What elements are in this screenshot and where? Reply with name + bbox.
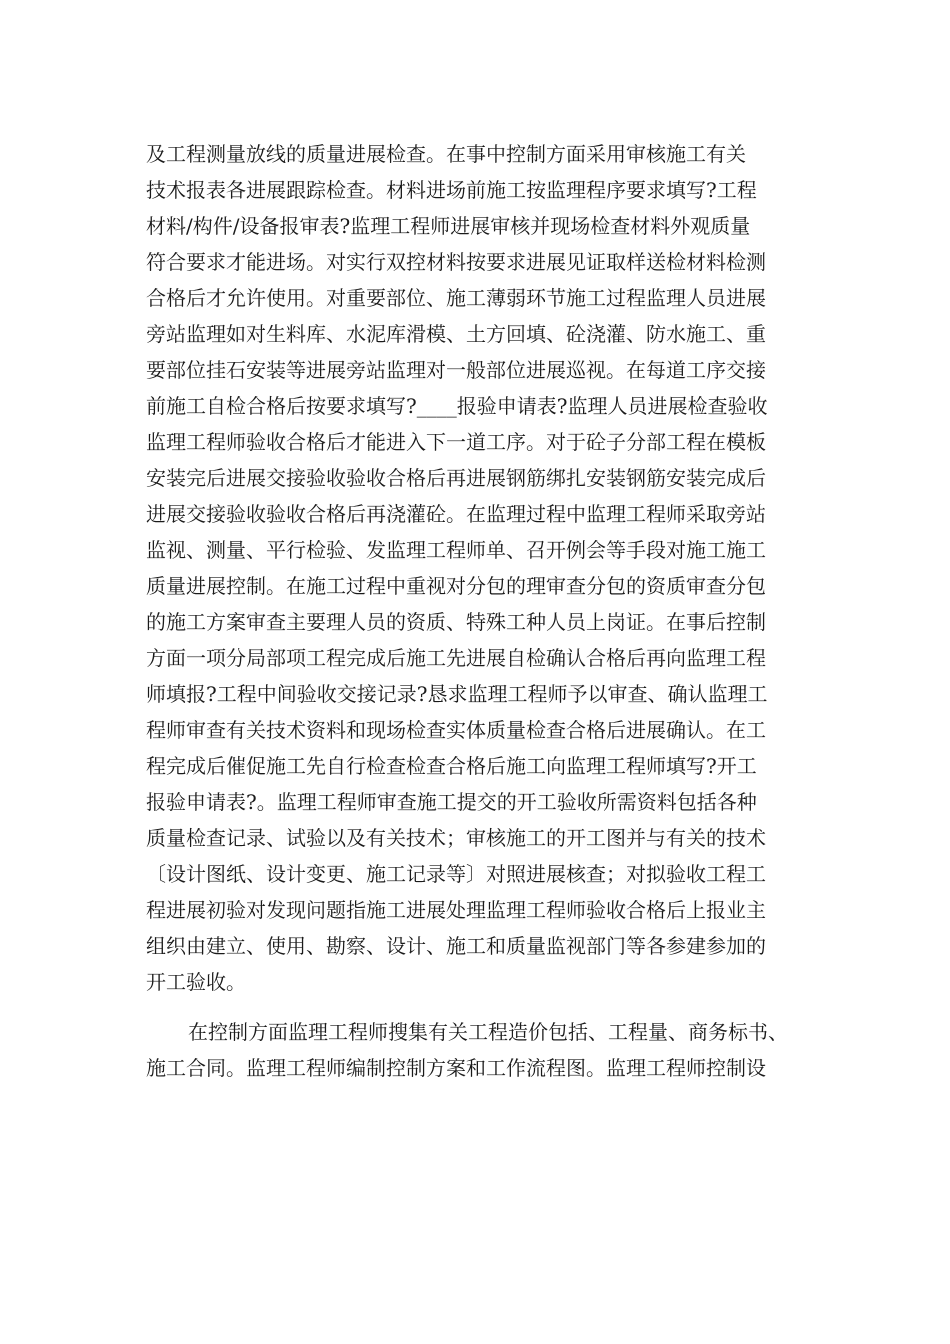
text-line: 在控制方面监理工程师搜集有关工程造价包括、工程量、商务标书、 xyxy=(188,1020,788,1044)
text-line: 及工程测量放线的质量进展检查。在事中控制方面采用审核施工有关 xyxy=(146,142,746,166)
text-line: 监理工程师验收合格后才能进入下一道工序。对于砼子分部工程在模板 xyxy=(146,430,766,454)
text-line: 旁站监理如对生料库、水泥库滑模、土方回填、砼浇灌、防水施工、重 xyxy=(146,322,766,346)
text-line: 要部位挂石安装等进展旁站监理对一般部位进展巡视。在每道工序交接 xyxy=(146,358,766,382)
text-line: 方面一项分局部项工程完成后施工先进展自检确认合格后再向监理工程 xyxy=(146,646,766,670)
text-line: 程完成后催促施工先自行检查检查合格后施工向监理工程师填写?开工 xyxy=(146,754,757,778)
text-line: 符合要求才能进场。对实行双控材料按要求进展见证取样送检材料检测 xyxy=(146,250,766,274)
text-line: 质量进展控制。在施工过程中重视对分包的理审查分包的资质审查分包 xyxy=(146,574,766,598)
text-line: 〔设计图纸、设计变更、施工记录等〕对照进展核查；对拟验收工程工 xyxy=(146,862,766,886)
text-line: 材料/构件/设备报审表?监理工程师进展审核并现场检查材料外观质量 xyxy=(146,214,751,238)
paragraph-2 xyxy=(146,1014,866,1086)
text-line: 程进展初验对发现问题指施工进展处理监理工程师验收合格后上报业主 xyxy=(146,898,766,922)
text-line: 施工合同。监理工程师编制控制方案和工作流程图。监理工程师控制设 xyxy=(146,1056,766,1080)
text-line: 师填报?工程中间验收交接记录?恳求监理工程师予以审查、确认监理工 xyxy=(146,682,768,706)
text-line: 监视、测量、平行检验、发监理工程师单、召开例会等手段对施工施工 xyxy=(146,538,766,562)
text-line: 程师审查有关技术资料和现场检查实体质量检查合格后进展确认。在工 xyxy=(146,718,766,742)
text-line: 进展交接验收验收合格后再浇灌砼。在监理过程中监理工程师采取旁站 xyxy=(146,502,766,526)
text-line: 安装完后进展交接验收验收合格后再进展钢筋绑扎安装钢筋安装完成后 xyxy=(146,466,766,490)
text-line: 开工验收。 xyxy=(146,970,246,994)
text-line: 的施工方案审查主要理人员的资质、特殊工种人员上岗证。在事后控制 xyxy=(146,610,766,634)
text-line: 合格后才允许使用。对重要部位、施工薄弱环节施工过程监理人员进展 xyxy=(146,286,766,310)
text-line: 组织由建立、使用、勘察、设计、施工和质量监视部门等各参建参加的 xyxy=(146,934,766,958)
paragraph-1 xyxy=(146,136,866,1000)
text-line: 前施工自检合格后按要求填写?____报验申请表?监理人员进展检查验收 xyxy=(146,394,768,418)
text-line: 报验申请表?。监理工程师审查施工提交的开工验收所需资料包括各种 xyxy=(146,790,757,814)
paragraph-gap xyxy=(146,1000,866,1014)
body-text xyxy=(146,136,866,1086)
text-line: 质量检查记录、试验以及有关技术；审核施工的开工图并与有关的技术 xyxy=(146,826,766,850)
text-line: 技术报表各进展跟踪检查。材料进场前施工按监理程序要求填写?工程 xyxy=(146,178,757,202)
